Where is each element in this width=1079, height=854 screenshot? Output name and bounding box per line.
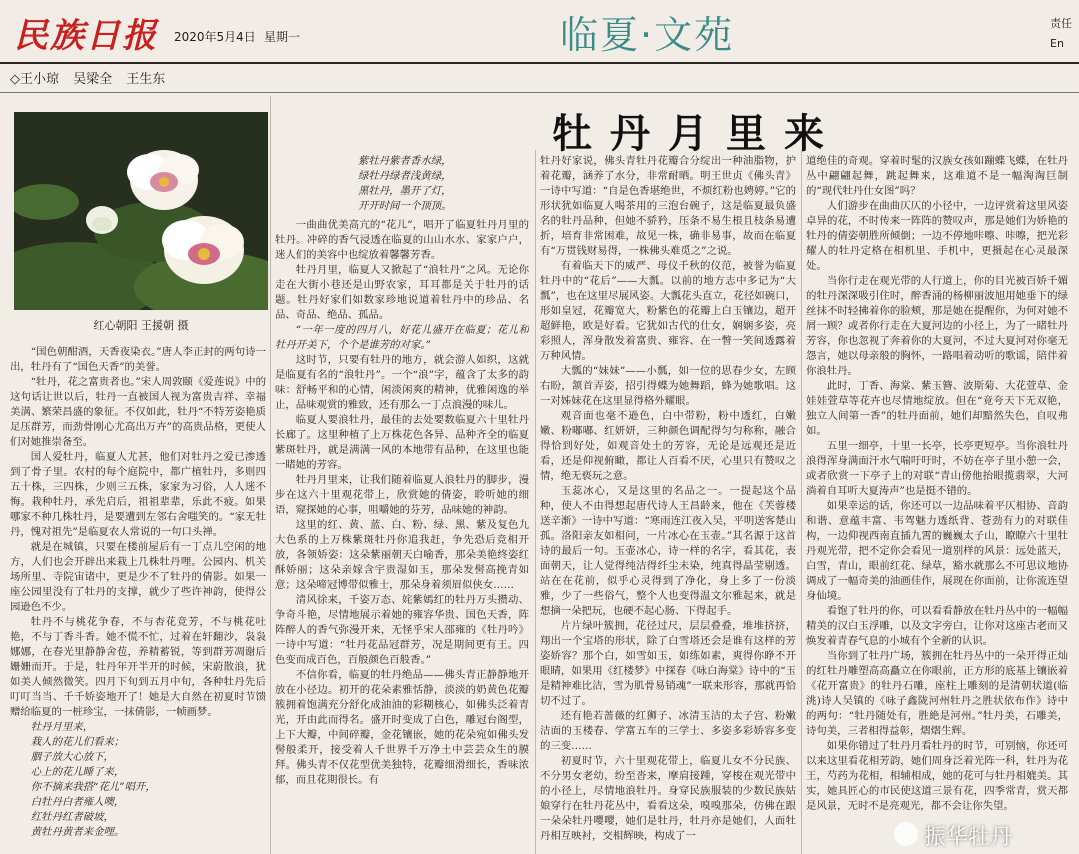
poem-line: 白牡丹白者雍人噢， bbox=[30, 796, 125, 808]
poem-line: 黄牡丹黄者来金哩。 bbox=[30, 826, 125, 838]
masthead bbox=[0, 0, 1079, 64]
paragraph: 玉蕊冰心，又是这里的名品之一。一提起这个品种，使人不由得想起唐代诗人王昌龄来，他在《芙蓉楼送辛渐》一诗中写道：“寒雨连江夜入吴，平明送客楚山孤。洛阳亲友如相问，一片冰心在玉壶。”其名源于这首诗的最后一句。玉壶冰心，诗一样的名字，看其花，表面朝天，让人觉得纯洁得纤尘未染，纯真得晶莹剔透。站在在花前，似乎心灵得到了净化，身上多了一份淡雅，少了一些俗气，整个人也变得温文尔雅起来，就是想摘一朵把玩，也硬不起心肠、下得起手。 bbox=[540, 485, 796, 617]
poem-line: 胭子放大心放下， bbox=[30, 751, 114, 763]
article-column-3 bbox=[540, 154, 796, 854]
poem-line: 开开时间一个顶顶。 bbox=[358, 200, 452, 212]
paragraph: 牡丹好家说，佛头青牡丹花瓣合分绽出一种油脂物，护着花瓣，涵养了水分，非常耐晒。明王世贞《佛头青》一诗中写道：“自是色香堪绝世，不烦红粉也娉婷。”它的形状犹如临夏人喝茶用的三泡台碗子，这是临夏最负盛名的牡丹品种，但她不骄矜，压条不易生根且枝条易遭折，培育非常困难，故见一株，确非易事，故而在临夏有“万贯钱财易得，一株佛头难觅之”之说。 bbox=[540, 155, 796, 257]
folk-song-block bbox=[10, 720, 266, 840]
section-title: 临夏·文苑 bbox=[560, 13, 735, 57]
editor-label: 责任 bbox=[1050, 17, 1072, 30]
paragraph: 牡丹月里，临夏人又掀起了“浪牡丹”之风。无论你走在大街小巷还是山野农家，耳耳都是关于牡丹的话题。牡丹好家们如数家珍地说道着牡丹中的珍品、名品、奇品、绝品、孤品。 bbox=[275, 264, 529, 321]
paragraph: 这时节，只要有牡丹的地方，就会游人如织，这就是临夏有名的“浪牡丹”。一个“浪”字，蕴含了太多的韵味：舒畅平和的心情，闲淡闲爽的精神，优雅闲逸的举止，品味观赏的雅致，还有那么一丁点浪漫的味儿。 bbox=[275, 354, 529, 411]
poem-line: 绿牡丹绿者浅黄绿， bbox=[358, 170, 452, 182]
paragraph: 牡丹不与桃花争春，不与杏花竞芳，不与桃花吐艳，不与丁香斗香。她不慌不忙，过着在轩翻沙，袅袅娜娜，在春光里静静舍苞，养精蓄锐，等到群芳凋谢后姗姗而开。于是，牡丹年开半开的时候，宋蔚散浪，犹如美人倾然微笑。四月下旬到五月中旬，各种牡丹先后叮叮当当、千千娇姿地开了！她是大自然在初夏时节馈赠给临夏的一桩珍宝，一抹倩影，一帧画梦。 bbox=[10, 616, 266, 718]
paragraph: 观音面也毫不逊色，白中带粉，粉中透红，白嫩嫩、粉嘟嘟、红妍妍，三种颜色调配得匀匀称称，融合得恰到好处，如观音处土的芳容，无论是远观还是近看，还是仰视俯瞰，都让人百看不厌，心里只有赞叹之情，绝无亵玩之意。 bbox=[540, 410, 796, 482]
paragraph: 这里的红、黄、蓝、白、粉、绿、黑、紫及复色九大色系的上万株紫斑牡丹你追我赶，争先恐后竞相开放，各领娇姿：这朵紫丽朝天白喻香，那朵美艳终姿红酥娇丽；这朵亲嫁含宇贵湿如玉，那朵发髻高挽青如意；这朵啼冠博带似雅士，那朵身着须眉似侠女…… bbox=[275, 519, 529, 591]
paragraph: 初夏时节，六十里观花带上，临夏儿女不分民族、不分男女老幼，纷至沓来，摩肩接踵，穿梭在观光带中的小径上，尽情地浪牡丹。身穿民族服装的少数民族姑娘穿行在牡丹花丛中，看看这朵，嗅嗅那朵，仿佛在跟一朵朵牡丹嘤嘤，她们是牡丹，牡丹亦是她们，人面牡丹相互映衬，交相辉映，构成了一 bbox=[540, 755, 796, 842]
paragraph: 有着临天下的威严、母仪千秋的仪范，被誉为临夏牡丹中的“花后”——大瓢。以前的地方志中多记为“大瓢”，也在这里尽展风姿。大瓢花头直立，花径如碗口，形如皇冠，花瓣宽大，粉紫色的花瓣上白玉镶边，超开超鲜艳，欧是好看。它犹如古代的仕女，娴娴多姿，亮彩照人，浑身散发着富贵、雍容、在一瞥一笑间透露着万种风情。 bbox=[540, 260, 796, 362]
edition-label: En bbox=[1050, 37, 1064, 50]
sub-rule bbox=[0, 92, 1079, 93]
paragraph: 如果幸运的话，你还可以一边品味着平仄相协、音韵和谐、意蕴丰富、韦驾魅力透纸背、苍劲有力的对联佳构，一边仰视西南直插九霄的巍巍太子山，瞭瞭六十里牡丹观光带，把不定你会看见一道别样的风景：远处蓝天，白雪，青山，眼前红花、绿草，豁水就那么不可思议地协调成了一幅奇美的油画佳作，展现在你面前，让你流连望身仙境。 bbox=[806, 500, 1068, 602]
paragraph: 五里一细亭，十里一长亭，长亭更短亭。当你浪牡丹浪得浑身满面汗水气喘吁吁时，不妨在亭子里小憩一会，或者欣赏一下亭子上的对联“青山傍他抬眼揽翡翠，大河淌着自耳听大夏涛声”也是挺不错的。 bbox=[806, 440, 1068, 497]
article-column-2 bbox=[275, 218, 529, 854]
newspaper-logo: 民族日报 bbox=[14, 16, 158, 56]
wechat-icon bbox=[894, 822, 918, 846]
issue-weekday: 星期一 bbox=[264, 30, 301, 44]
column-divider bbox=[801, 150, 802, 854]
photo-caption: 红心朝阳 王援朝 摄 bbox=[93, 319, 189, 332]
paragraph: 清风徐来，千姿万态、姹紫嫣红的牡丹万头攒动、争奇斗艳，尽情地展示着她的雍容华贵、国色天香，阵阵醉人的香气弥漫开来，无怪乎宋人邵雍的《牡丹吟》一诗中写道：“牡丹花品冠群芳，况是期间更有王。四色变而成百色，百般颜色百般香。” bbox=[275, 594, 529, 666]
article-column-1 bbox=[10, 345, 266, 854]
paragraph: 当你行走在观光带的人行道上，你的目光被百娇千媚的牡丹深深吸引住时，醉香涌的杨柳丽波旭用她垂下的绿丝抹不时轻拂着你的脸颊，那是她在提醒你，为何对她不屑一顾？或者你行走在大夏河边的小径上，为了一睹牡丹芳容，你也忽视了奔着你的大夏河，不过大夏河对你毫无怨言，她以母亲般的胸怀，一路唱着动听的歌谣，陪伴着你浪牡丹。 bbox=[806, 275, 1068, 377]
author-2: 吴梁全 bbox=[73, 72, 113, 87]
poem-line: 红牡丹红者破坡， bbox=[30, 811, 114, 823]
paragraph: 临夏人要浪牡丹，最佳的去处要数临夏六十里牡丹长廊了。这里种植了上万株花色各异、品种齐全的临夏紫斑牡丹，就是满满一风的本地带有品种，在这里也能一睹她的芳容。 bbox=[275, 414, 529, 471]
paragraph: 道绝佳的奇观。穿着时髦的汉族女孩如蹦蝶飞蝶，在牡丹丛中翩翩起舞，跳起舞来，这难道不是一幅淘淘巨制的“现代牡丹仕女图”吗？ bbox=[806, 155, 1068, 197]
paragraph: 国人爱牡丹，临夏人尤甚，他们对牡丹之爱已渗透到了骨子里。农村的每个庭院中，都广植牡丹，多则四五十株，三四株，少则三五株，家家为习俗，人人迷不悔。栽种牡丹，承先启后，祖祖辈辈，乐此不疲。如果哪家不种几株牡丹，是要遭到左邻右舍嗤笑的。“家无牡丹，愧对祖先”是临夏农人常说的一句口头禅。 bbox=[10, 451, 266, 538]
poem-line: 牡丹月里来， bbox=[30, 721, 94, 733]
author-line bbox=[10, 68, 175, 87]
author-1: ◇王小琼 bbox=[10, 72, 59, 87]
column-divider bbox=[535, 150, 536, 854]
paragraph: 当你到了牡丹广场，簇拥在牡丹丛中的一朵开得正灿的红牡丹雕塑高高矗立在你眼前，正方形的底基上镶嵌着《花开富贵》的牡丹石雕，座柱上雕刻的是清朝状道(临洮)诗人吴镇的《咏子鑫陇河州牡丹之胜状依布作》诗中的两句：“牡丹随处有，胜絶是河州。”牡丹美，石雕美，诗句美，三者相得益彰，熠熠生辉。 bbox=[806, 650, 1068, 737]
paragraph: 人们游步在曲曲仄仄的小径中，一边评赏着这里风姿卓异的花，不时传来一阵阵的赞叹声，那是她们为娇艳的牡丹的倩姿朝胜所倾倒；一边不停地咔嚓、咔嚓，把光彩耀人的牡丹定格在相机里、手机中，更摄起在心灵最深处。 bbox=[806, 200, 1068, 272]
paragraph: 还有艳若蔷薇的红狮子、冰清玉洁的太子宫、粉嫩洁面的玉楼春、学富五车的三学士、多姿多彩娇容多变的三变…… bbox=[540, 710, 796, 752]
paragraph: “一年一度的四月八，好花儿盛开在临夏；花儿和牡丹开美下，个个是谁芳的对家。” bbox=[275, 324, 529, 351]
paragraph: “牡丹，花之富贵者也。”宋人周敦颐《爱莲说》中的这句话让世以后，牡丹一直被国人视为富贵吉祥、幸福美满、繁荣昌盛的象征。不仅如此，牡丹“不特芳姿艳质足压群芳，而劲骨刚心尤高出万卉”的高贵品格，更使人们对她推崇备至。 bbox=[10, 376, 266, 448]
paragraph: 不信你看，临夏的牡丹绝品——佛头青正静静地开放在小径边。初开的花朵素雅恬静，淡淡的奶黄色花瓣簇拥着饱满充分舒化成油油的彩糊核心，如佛头泛着青光，开由此而得名。盛开时变成了白色，雕冠台阁型，上下大瓣，中间碎瓣，金花镶嵌，她的花朵宛如佛头发髻般柔开，接受着人千世界千万净土中芸芸众生的膜拜。佛头青不仅花型优美独特，花瓣细滑细长，香味浓郁，而且花期很长。有 bbox=[275, 669, 529, 786]
article-headline: 牡丹月里来 bbox=[552, 111, 842, 157]
opening-poem bbox=[358, 154, 548, 214]
paragraph: 就是在城镇，只要在楼前屋后有一丁点儿空闲的地方，人们也会开辟出来栽上几株牡丹哩。公园内、机关场所里、寺院宙诸中，更是少不了牡丹的倩影。如果一座公园里没有了牡丹的支撑，就少了些许神韵，使得公园逊色不少。 bbox=[10, 541, 266, 613]
watermark: 振华牡丹 bbox=[924, 825, 1013, 850]
issue-date: 2020年5月4日 bbox=[174, 30, 256, 44]
poem-line: 栽人的花儿们看来； bbox=[30, 736, 125, 748]
peony-illustration bbox=[14, 112, 268, 310]
paragraph: 片片绿叶簇拥，花径过尺，层层叠叠，堆堆挤挤，翔出一个宝塔的形状，除了白雪塔还会是谁有这样的芳姿娇容？那个白，如雪如玉，如练如素，爽得你睁不开眼睛，如果用《红楼梦》中探春《咏白海棠》诗中的“玉是精神难比洁，雪为肌骨易销魂”一联来形容，那就再恰切不过了。 bbox=[540, 620, 796, 707]
paragraph: 看饱了牡丹的你，可以看看静放在牡丹丛中的一幅幅精美的汉白玉浮雕，以及文字旁白，让你对这座古老而又焕发着青春气息的小城有个全新的认识。 bbox=[806, 605, 1068, 647]
paragraph: “国色朝酣酒，天香夜染衣。”唐人李正封的两句诗一出，牡丹有了“国色天香”的美誉。 bbox=[10, 346, 266, 373]
top-rule bbox=[0, 62, 1079, 64]
paragraph: 大瓢的“妹妹”——小瓢，如一位的思春少女，左顾右盼，颔首弄姿，招引得蝶为她舞蹈，蜂为她歌唱。这一对姊妹花在这里显得格外耀眼。 bbox=[540, 365, 796, 407]
paragraph: 此时，丁香、海棠、紫玉簪、波斯菊、大花萱草、金娃娃萱草等花卉也尽情地绽放。但在“竟夸天下无双艳，独立人间第一香”的牡丹面前，她们却黯然失色，自叹弗如。 bbox=[806, 380, 1068, 437]
column-divider bbox=[270, 96, 271, 854]
poem-line: 你不摘来我搭“花儿”唱开， bbox=[30, 781, 156, 793]
poem-line: 心上的花儿睡了来， bbox=[30, 766, 125, 778]
author-3: 王生东 bbox=[126, 72, 166, 87]
article-column-4 bbox=[806, 154, 1068, 854]
masthead-right bbox=[1050, 14, 1072, 54]
paragraph: 如果你错过了牡丹月看牡丹的时节，可别恼，你还可以来这里看花相芳韵，她们周身泛着光阵一科，牡丹为花王，芍药为花相，相辅相成，她的花可与牡丹相媲美。其实，她具匠心的市民使这道三景有花，四季常青，赏天都是风景，无时不是亮观光，都不会让你失望。 bbox=[806, 740, 1068, 812]
paragraph: 一曲曲优美高亢的“花儿”，唱开了临夏牡丹月里的牡丹。冲碎的香气浸透在临夏的山山水水、家家户户，迷人们的美容中也绽放着馨馨芳香。 bbox=[275, 219, 529, 261]
poem-line: 黑牡丹，墨开了灯， bbox=[358, 185, 452, 197]
paragraph: 牡丹月里来，让我们随着临夏人浪牡丹的脚步，漫步在这六十里观花带上，欣赏她的倩姿，聆听她的细语，窥探她的心事，咀嚼她的芬芳，品味她的神韵。 bbox=[275, 474, 529, 516]
poem-line: 紫牡丹紫者香水绿， bbox=[358, 155, 452, 167]
peony-photo bbox=[14, 112, 268, 310]
